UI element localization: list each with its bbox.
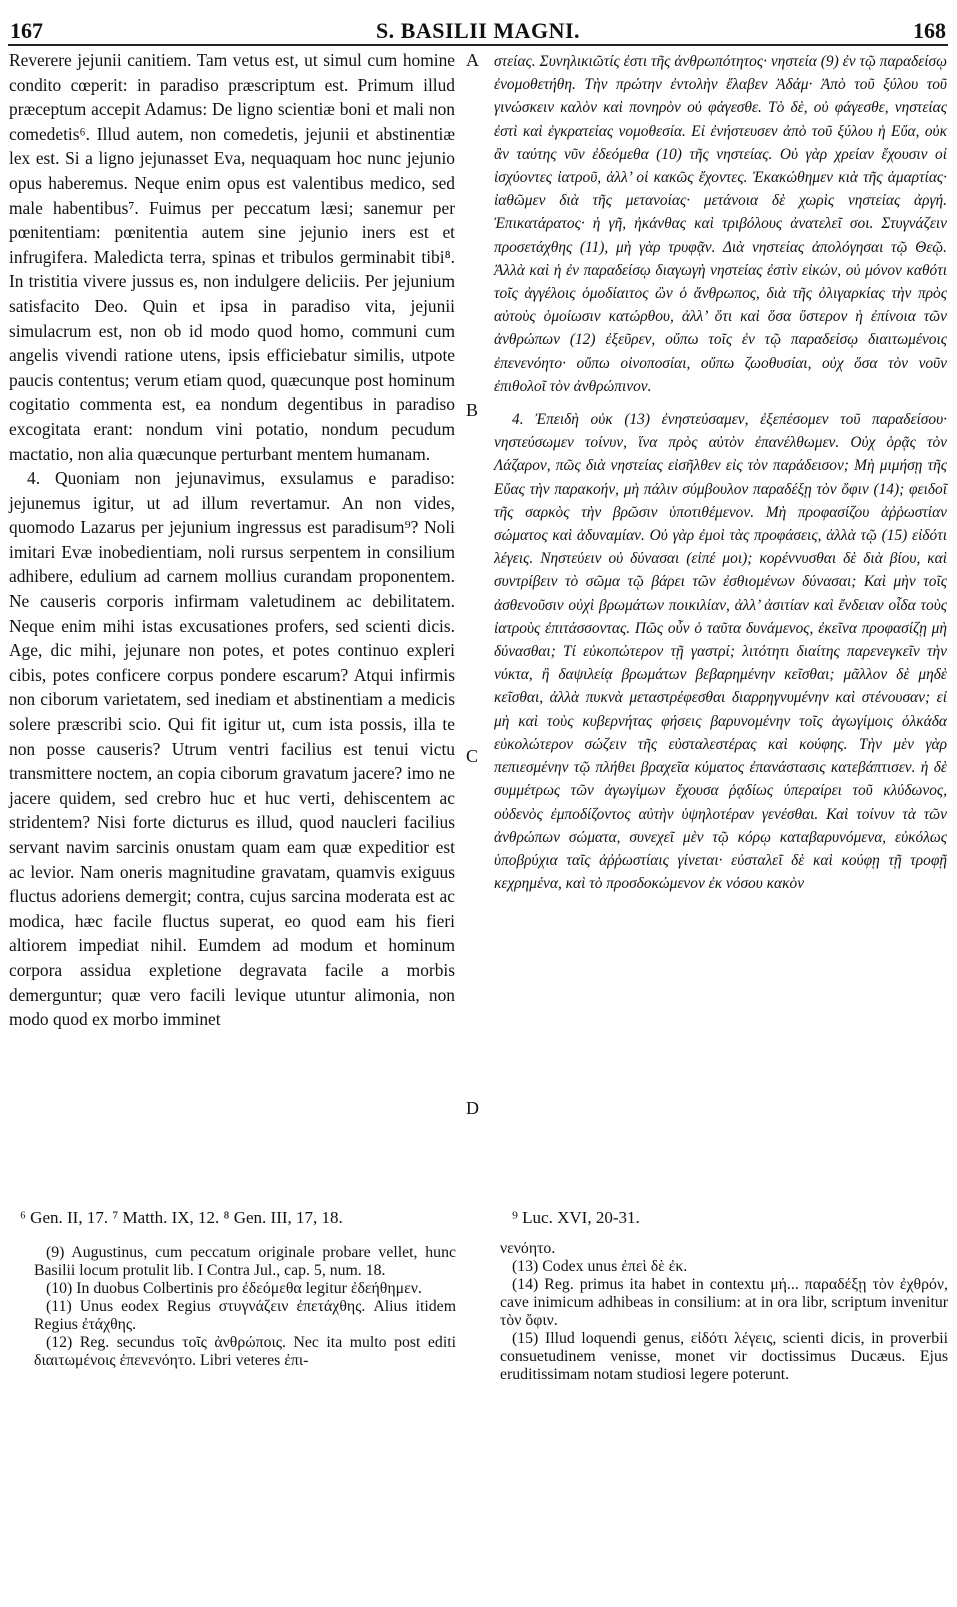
- footnote: (14) Reg. primus ita habet in contextu μή... παραδέξῃ τὸν ἐχθρόν, cave inimicum adhibeas in consilium: at in ora libr, scriptum invenitur τὸν ὄφιν.: [500, 1276, 948, 1329]
- footnote: (15) Illud loquendi genus, εἰδότι λέγεις, scienti dicis, in proverbii consuetudinem venisse, monet vir doctissimus Ducæus. Ejus eruditissimam notam studiosi legere poterunt.: [500, 1330, 948, 1383]
- greek-paragraph: στείας. Συνηλικιῶτίς ἐστι τῆς ἀνθρωπότητος· νηστεία (9) ἐν τῷ παραδείσῳ ἐνομοθετήθη. Τὴν πρώτην ἐντολὴν ἔλαβεν Ἀδάμ· Ἀπὸ τοῦ ξύλου τοῦ γινώσκειν καλὸν καὶ πονηρὸν οὐ φάγεσθε. Τὸ δὲ, οὐ φάγεσθε, νηστείας ἐστὶ καὶ ἐγκρατείας νομοθεσία. Εἰ ἐνήστευσεν ἀπὸ τοῦ ξύλου ἡ Εὔα, οὐκ ἂν ταύτης νῦν ἐδεόμεθα (10) τῆς νηστείας. Οὐ γὰρ χρείαν ἔχουσιν οἱ ἰσχύοντες ἰατροῦ, ἀλλ’ οἱ κακῶς ἔχοντες. Ἐκακώθημεν κιὰ τῆς ἁμαρτίας· ἰαθῶμεν διὰ τῆς μετανοίας· μετάνοια δὲ χωρὶς νηστείας ἀργή. Ἐπικατάρατος· ἡ γῆ, ἠκάνθας καὶ τριβόλους ἀνατελεῖ σοι. Στυγνάζειν προσετάχθης (11), μὴ γὰρ τρυφᾷν. Διὰ νηστείας ἀπολόγησαι τῷ Θεῷ. Ἀλλὰ καὶ ἡ ἐν παραδείσῳ διαγωγὴ νηστείας ἐστὶν εἰκών, οὐ μόνον καθότι τοῖς ἀγγέλοις ὁμοδίαιτος ὢν ὁ ἄνθρωπος, διὰ τῆς ὀλιγαρκίας τὴν πρὸς αὐτοὺς ὁμοίωσιν κατώρθου, ἀλλ’ ὅτι καὶ ὅσα ὕστερον ἡ ἐπίνοια τῶν ἀνθρώπων (12) ἐξεῦρεν, οὔπω τοῖς ἐν τῷ παραδείσῳ διαιτωμένοις ἐπενενόητο· οὔπω οἰνοποσίαι, οὔπω ζωοθυσίαι, οὐχ ὅσα τὸν νοῦν ἐπιθολοῖ τὸν ἀνθρώπινον.: [494, 53, 947, 395]
- latin-paragraph: Reverere jejunii canitiem. Tam vetus est, ut simul cum homine condito cœperit: in paradiso præscriptum est. Primum illud præceptum accepit Adamus: De ligno scientiæ boni et mali non comedetis⁶. Illud autem, non comedetis, jejunii et abstinentiæ lex est. Si a ligno jejunasset Eva, nequaquam hoc nunc jejunio opus haberemus. Neque enim opus est valentibus medico, sed male habentibus⁷. Fuimus per peccatum læsi; sanemur per pœnitentiam: pœnitentia autem sine jejunio iners est et infrugifera. Maledicta terra, spinas et tribulos germinabit tibi⁸. In tristitia vivere jussus es, non indulgere deliciis. Per jejunium satisfacito Deo. Quin et ipsa in paradiso vita, jejunii simulacrum est, non ob id modo quod homo, communi cum angelis vivendi ratione utens, ipsis efficiebatur similis, utpote paucis contentus; verum etiam quod, quæcunque post hominum cogitatio commenta est, ea nondum degentibus in paradiso excogitata erant: nondum vini potatio, nondum pecudum mactatio, non alia quæcunque perturbant mentem humanam.: [9, 50, 455, 464]
- latin-column: [9, 48, 455, 1032]
- page-header: [8, 6, 948, 43]
- footnote: (9) Augustinus, cum peccatum originale probare vellet, hunc Basilii locum protulit lib. I Contra Jul., cap. 5, num. 18.: [34, 1244, 456, 1279]
- page-number-right: 168: [913, 18, 946, 43]
- footnote: (12) Reg. secundus τοῖς ἀνθρώποις. Nec ita multo post editi διαιτωμένοις ἐπενενόητο. Libri veteres ἐπι-: [34, 1334, 456, 1369]
- greek-column: [494, 50, 947, 895]
- footnote: (13) Codex unus ἐπεὶ δὲ ἐκ.: [512, 1258, 688, 1275]
- footnote-continuation: νενόητο.: [500, 1240, 556, 1257]
- margin-letter-d: D: [466, 1098, 479, 1118]
- latin-paragraph: 4. Quoniam non jejunavimus, exsulamus e paradiso: jejunemus igitur, ut ad illum revertamur. An non vides, quomodo Lazarus per jejunium ingressus est paradisum⁹? Noli imitari Evæ inobedientiam, noli rursus serpentem in consilium adhibere, edulium ad carnem mollius curandam proponentem. Ne causeris corporis infirmam valetudinem ac debilitatem. Neque enim mihi istas excusationes profers, sed scienti dicis. Age, dic mihi, jejunare non potes, et potes continuo expleri cibis, potes conficere corpus pondere escarum? Atqui infirmis non ciborum varietatem, sed inediam et abstinentiam a medicis solere præscribi scio. Qui fit igitur ut, cum ista possis, illa te non posse causeris? Utrum ventri facilius est tenui victu transmittere noctem, an copia ciborum gravatum jacere? imo ne jacere quidem, sed crebro huc et huc verti, dehiscentem ac stridentem? Nisi forte dicturus es illud, quod naucleri facilius servant navim sarcinis onustam quam eam quæ expeditior est ac levior. Nam oneris magnitudine gravatam, quamvis exiguus fluctus adoriens demergit; contra, cujus sarcina moderata est ac modica, hæc facile fluctus superat, eo quod eam his fieri altiorem impediat nihil. Eumdem ad modum et hominum corpora assidua expletione degravata facile a morbis demerguntur; quæ vero facili levique utuntur alimonia, non modo quod ex morbo imminet: [9, 468, 455, 1030]
- scripture-references-right: ⁹ Luc. XVI, 20-31.: [512, 1208, 640, 1227]
- footnotes-left: [34, 1244, 456, 1370]
- footnotes-right: [500, 1240, 948, 1384]
- running-title: S. BASILII MAGNI.: [375, 18, 581, 43]
- header-divider: [8, 44, 948, 46]
- greek-paragraph: 4. Ἐπειδὴ οὐκ (13) ἐνηστεύσαμεν, ἐξεπέσομεν τοῦ παραδείσου· νηστεύσωμεν τοίνυν, ἵνα πρὸς αὐτὸν ἐπανέλθωμεν. Οὐχ ὁρᾷς τὸν Λάζαρον, πῶς διὰ νηστείας εἰσῆλθεν εἰς τὸν παράδεισον; Μὴ μιμήσῃ τῆς Εὔας τὴν παρακοήν, μὴ πάλιν σύμβουλον παραδέξῃ τὸν ὄφιν (14); φειδοῖ τῆς σαρκὸς τὴν βρῶσιν ὑποτιθέμενον. Μὴ προφασίζου ἀῤῥωστίαν σώματος καὶ ἀδυναμίαν. Οὐ γὰρ ἐμοὶ τὰς προφάσεις, ἀλλὰ τῷ (15) εἰδότι λέγεις. Νηστεύειν οὐ δύνασαι (εἰπέ μοι); κορέννυσθαι δὲ διὰ βίου, καὶ συντρίβειν τὸ σῶμα τῷ βάρει τῶν ἐσθιομένων δύνασαι; Καὶ μὴν τοῖς ἀσθενοῦσιν οὐχὶ βρωμάτων ποικιλίαν, ἀλλ’ ἀσιτίαν καὶ ἔνδειαν οἶδα τοὺς ἰατροὺς ἐπιτάσσοντας. Πῶς οὖν ὁ ταῦτα δυνάμενος, ἐκεῖνα προφασίζῃ μὴ δύνασθαι; Τί εὐκοπώτερον τῇ γαστρί; λιτότητι διαίτης παρενεγκεῖν τὴν νύκτα, ἢ δαψιλείᾳ βρωμάτων βεβαρημένην κεῖσθαι; μᾶλλον δὲ μηδὲ κεῖσθαι, ἀλλὰ πυκνὰ μεταστρέφεσθαι διαρρηγνυμένην καὶ στένουσαν; εἰ μὴ καὶ τοὺς κυβερνήτας φήσεις βαρυνομένην τοῖς ἀγωγίμοις ὁλκάδα εὐκολώτερον σώζειν τῆς εὐσταλεστέρας καὶ κούφης. Τὴν μὲν γὰρ πεπιεσμένην τῷ πλήθει βραχεῖα κύματος ἐπανάστασις κατεβάπτισεν. ἡ δὲ συμμέτρως τῶν ἀγωγίμων ἔχουσα ῥᾳδίως ὑπεραίρει τοῦ κλύδωνος, οὐδενὸς ἐμποδίζοντος αὐτὴν ὑψηλοτέραν γενέσθαι. Καὶ τοίνυν τὰ τῶν ἀνθρώπων σώματα, συνεχεῖ μὲν τῷ κόρῳ καταβαρυνόμενα, εὐκόλως ὑποβρύχια ταῖς ἀῤῥωστίαις γίνεται· εὐσταλεῖ δὲ καὶ κούφῃ τῇ τροφῇ κεχρημένα, καὶ τὸ προσδοκώμενον ἐκ νόσου κακὸν: [494, 411, 947, 893]
- footnote: (11) Unus eodex Regius στυγνάζειν ἐπετάχθης. Alius itidem Regius ἐτάχθης.: [34, 1298, 456, 1333]
- margin-letter-b: B: [466, 400, 479, 420]
- margin-letter-c: C: [466, 746, 479, 766]
- page-number-left: 167: [10, 18, 43, 43]
- footnote: (10) In duobus Colbertinis pro ἐδεόμεθα legitur ἐδεήθημεν.: [46, 1280, 422, 1297]
- scripture-references-left: ⁶ Gen. II, 17. ⁷ Matth. IX, 12. ⁸ Gen. III, 17, 18.: [20, 1208, 343, 1227]
- margin-letter-a: A: [466, 50, 479, 70]
